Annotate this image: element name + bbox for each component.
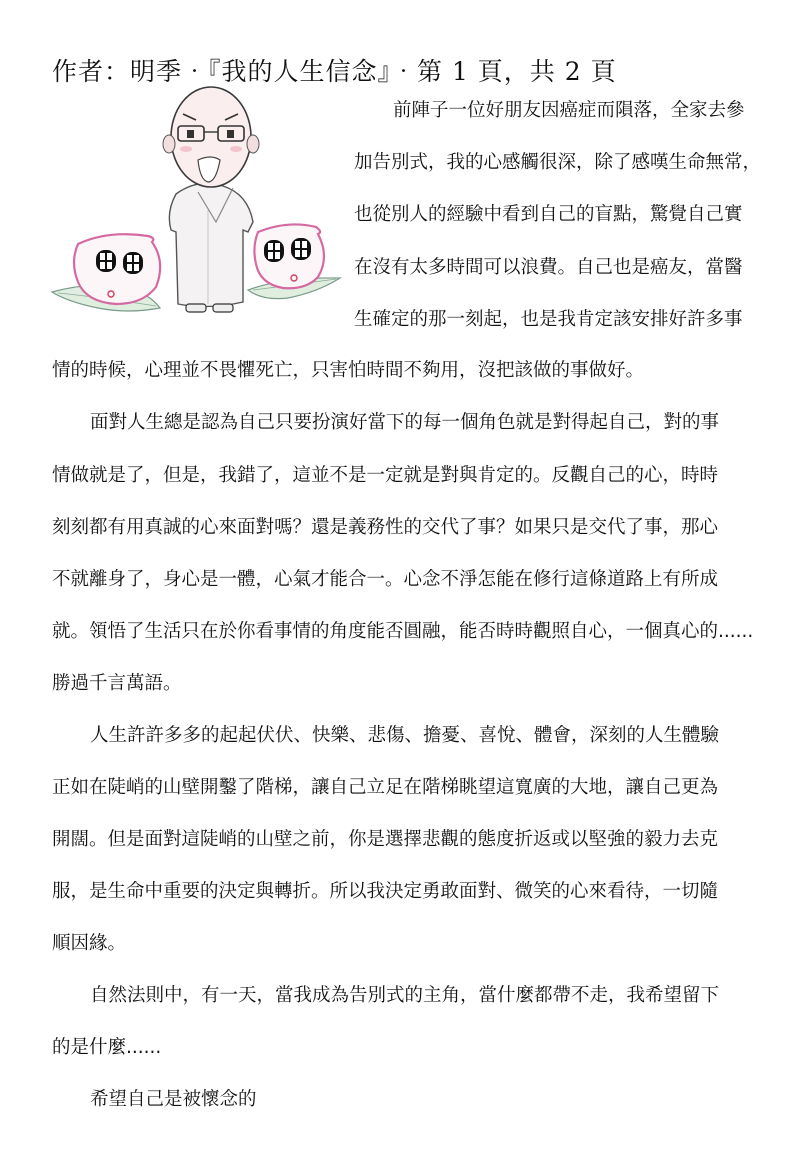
text-line-3: 也從別人的經驗中看到自己的盲點，驚覺自己實 [354,204,743,225]
page-header: 作者：明季‧『我的人生信念』‧第 1 頁，共 2 頁 [52,57,617,86]
text-line-8: 情做就是了，但是，我錯了，這並不是一定就是對與肯定的。反觀自己的心，時時 [52,465,719,486]
text-line-15: 開闊。但是面對這陡峭的山壁之前，你是選擇悲觀的態度折返或以堅強的毅力去克 [52,829,719,850]
text-line-13: 人生許許多多的起起伏伏、快樂、悲傷、擔憂、喜悅、體會，深刻的人生體驗 [90,725,720,746]
text-line-9: 刻刻都有用真誠的心來面對嗎？還是義務性的交代了事？如果只是交代了事，那心 [52,517,719,538]
monk-character [163,87,259,312]
text-line-6: 情的時候，心理並不畏懼死亡，只害怕時間不夠用，沒把該做的事做好。 [52,360,645,381]
text-line-14: 正如在陡峭的山壁開鑿了階梯，讓自己立足在階梯眺望這寬廣的大地，讓自己更為 [52,777,719,798]
text-line-7: 面對人生總是認為自己只要扮演好當下的每一個角色就是對得起自己，對的事 [90,412,720,433]
text-line-18: 自然法則中，有一天，當我成為告別式的主角，當什麼都帶不走，我希望留下 [90,985,720,1006]
monk-illustration [48,82,343,330]
text-line-1: 前陣子一位好朋友因癌症而隕落，全家去參 [393,100,745,121]
text-line-20: 希望自己是被懷念的 [90,1089,257,1110]
text-line-12: 勝過千言萬語。 [52,673,182,694]
right-peach-character [254,224,324,288]
text-line-5: 生確定的那一刻起，也是我肯定該安排好許多事 [354,309,743,330]
text-line-2: 加告別式，我的心感觸很深，除了感嘆生命無常， [354,152,762,173]
text-line-4: 在沒有太多時間可以浪費。自己也是癌友，當醫 [354,257,743,278]
text-line-19: 的是什麼...... [52,1037,162,1058]
text-line-17: 順因緣。 [52,933,127,954]
text-line-11: 就。領悟了生活只在於你看事情的角度能否圓融，能否時時觀照自心，一個真心的...... [52,621,754,642]
text-line-10: 不就離身了，身心是一體，心氣才能合一。心念不淨怎能在修行這條道路上有所成 [52,569,719,590]
left-peach-character [74,234,160,304]
text-line-16: 服，是生命中重要的決定與轉折。所以我決定勇敢面對、微笑的心來看待，一切隨 [52,881,719,902]
